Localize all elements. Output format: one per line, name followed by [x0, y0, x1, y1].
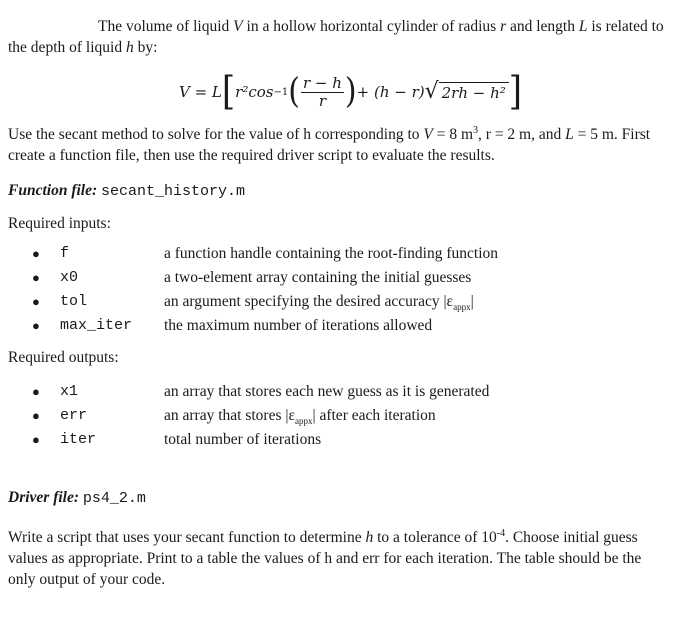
function-file-name: secant_history.m — [101, 183, 246, 201]
list-item: ● err an array that stores $|\varepsilon_{appx}|$ after each iteration — [32, 407, 436, 427]
intro-paragraph: The volume of liquid V in a hollow horizontal cylinder of radius r and length L is related to the depth of liquid h by: — [8, 18, 664, 56]
square-root: √ 2rh − h² — [425, 81, 509, 103]
driver-file-name: ps4_2.m — [82, 490, 146, 508]
function-file-heading: Function file: secant_history.m — [8, 182, 246, 201]
list-item: ● x0 a two-element array containing the initial guesses — [32, 269, 472, 287]
equation-lhs: V = L — [179, 82, 222, 101]
list-item: ● iter total number of iterations — [32, 431, 322, 449]
problem-document — [8, 16, 672, 590]
required-inputs-label: Required inputs: — [8, 215, 111, 233]
driver-file-heading: Driver file: ps4_2.m — [8, 489, 146, 508]
instructions-paragraph: Write a script that uses your secant function to determine h to a tolerance of $10^{-4}$. Choose initial guess values as appropriate. Print to a table the values of h and err for each iteration. The table should be the only output of your code. — [8, 528, 642, 589]
list-item: ● f a function handle containing the root-finding function — [32, 245, 499, 263]
required-outputs-label: Required outputs: — [8, 349, 119, 367]
volume-equation: V = L [ r²cos −1 ( $\frac{r - h}{r}$ ) + (h − r) √ 2rh − h² ] — [179, 69, 523, 115]
task-paragraph: Use the secant method to solve for the value of h corresponding to V = 8 $m^3$, r = 2 m, and L = 5 m. First create a function file, then use the required driver script to evaluate the results. — [8, 125, 651, 165]
list-item: ● max_iter the maximum number of iterations allowed — [32, 317, 433, 335]
list-item: ● x1 an array that stores each new guess as it is generated — [32, 383, 490, 401]
angle-fraction: $\frac{r - h}{r}$ — [302, 73, 342, 110]
required-inputs-list — [8, 243, 672, 339]
required-outputs-list — [8, 381, 672, 453]
list-item: ● tol an argument specifying the desired accuracy $|\varepsilon_{appx}|$ — [32, 293, 474, 313]
